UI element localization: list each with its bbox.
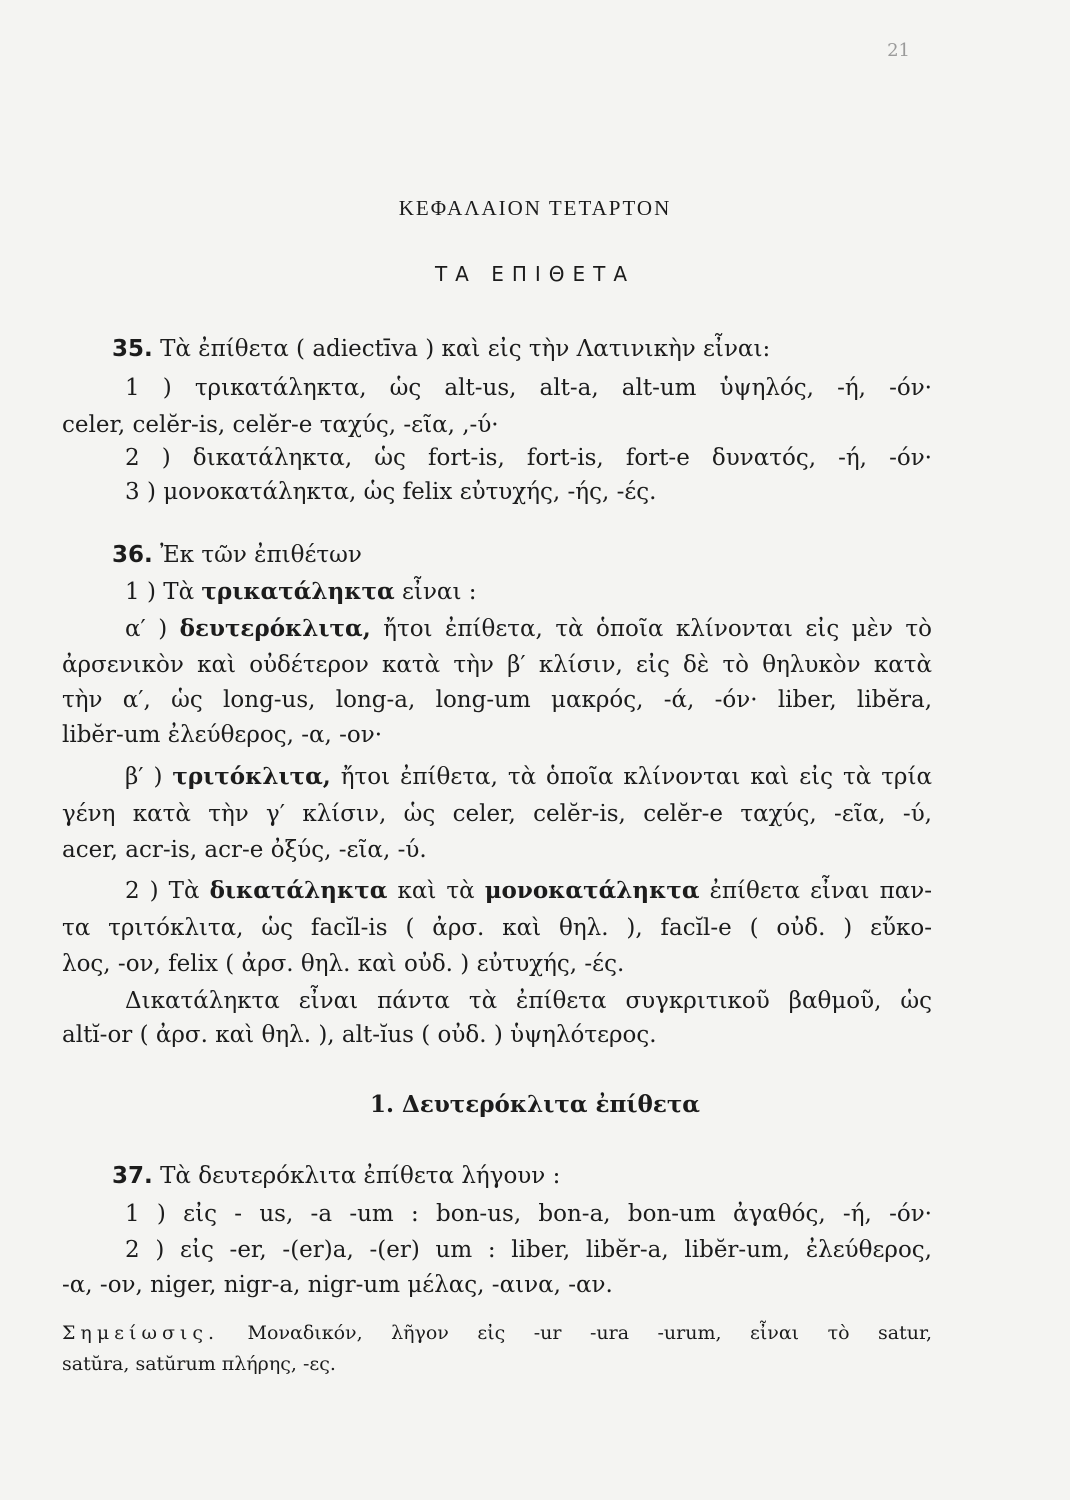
text-span: ἤτοι ἐπίθετα, τὰ ὁποῖα κλίνονται εἰς μὲν τὸ xyxy=(370,616,932,642)
section-36-a-line-1 xyxy=(125,614,932,644)
bold-term: μονοκατάληκτα xyxy=(484,877,700,904)
section-36-b-line-3: acer, acr-is, acr-e ὀξύς, -εῖα, -ύ. xyxy=(62,837,427,863)
section-36-a-line-2: ἀρσενικὸν καὶ οὐδέτερον κατὰ τὴν β′ κλίσιν, εἰς δὲ τὸ θηλυκὸν κατὰ xyxy=(62,652,932,678)
chapter-title: ΤΑ ΕΠΙΘΕΤΑ xyxy=(434,262,636,286)
section-number: 36. xyxy=(112,542,153,568)
text-span: ἐπίθετα εἶναι παν- xyxy=(699,878,932,904)
section-number: 37. xyxy=(112,1163,153,1189)
text-span: εἶναι : xyxy=(394,579,477,605)
section-37-intro xyxy=(112,1161,932,1191)
section-number: 35. xyxy=(112,336,153,362)
section-37-line-2: 2 ) εἰς -er, -(er)a, -(er) um : liber, libĕr-a, libĕr-um, ἐλεύθερος, xyxy=(125,1237,932,1263)
section-36-point-2-line-3: λος, -ον, felix ( ἀρσ. θηλ. καὶ οὐδ. ) εὐτυχής, -ές. xyxy=(62,951,625,977)
text-span: 1 ) Τὰ xyxy=(125,579,202,605)
section-35-line-4: 2 ) δικατάληκτα, ὡς fort-is, fort-is, fort-e δυνατός, -ή, -όν· xyxy=(125,445,932,471)
section-36-point-3-line-2: altĭ-or ( ἀρσ. καὶ θηλ. ), alt-ĭus ( οὐδ. ) ὑψηλότερος. xyxy=(62,1022,657,1048)
section-heading: 1. Δευτερόκλιτα ἐπίθετα xyxy=(369,1091,701,1118)
section-36-b-line-1 xyxy=(125,762,932,792)
section-35-line-5: 3 ) μονοκατάληκτα, ὡς felix εὐτυχής, -ής, -ές. xyxy=(125,479,657,505)
section-37-line-3: -α, -ον, niger, nigr-a, nigr-um μέλας, -αινα, -αν. xyxy=(62,1272,613,1298)
section-35-line-3: celer, celĕr-is, celĕr-e ταχύς, -εῖα, ,-ύ· xyxy=(62,412,499,438)
paragraph-text: Ἐκ τῶν ἐπιθέτων xyxy=(160,542,362,568)
bold-term: δευτερόκλιτα, xyxy=(179,615,371,642)
section-36-a-line-4: libĕr-um ἐλεύθερος, -α, -ον· xyxy=(62,722,383,748)
bold-term: τρικατάληκτα xyxy=(201,578,395,605)
bold-term: δικατάληκτα xyxy=(209,877,388,904)
text-span: α′ ) xyxy=(125,616,180,642)
section-35-intro xyxy=(112,334,932,364)
paragraph-text: Τὰ δευτερόκλιτα ἐπίθετα λήγουν : xyxy=(160,1163,561,1189)
section-37-line-1: 1 ) εἰς - us, -a -um : bon-us, bon-a, bon-um ἀγαθός, -ή, -όν· xyxy=(125,1201,932,1227)
text-span: καὶ τὰ xyxy=(387,878,485,904)
paragraph-text: Τὰ ἐπίθετα ( adiectīva ) καὶ εἰς τὴν Λατινικὴν εἶναι: xyxy=(160,336,771,362)
note-line-2: satŭra, satŭrum πλήρης, -ες. xyxy=(62,1353,336,1375)
bold-term: τριτόκλιτα, xyxy=(172,763,331,790)
text-span: β′ ) xyxy=(125,764,173,790)
text-span: 2 ) Τὰ xyxy=(125,878,210,904)
page-number: 21 xyxy=(887,40,910,61)
section-36-b-line-2: γένη κατὰ τὴν γ′ κλίσιν, ὡς celer, celĕr-is, celĕr-e ταχύς, -εῖα, -ύ, xyxy=(62,801,932,827)
section-36-point-3-line-1: Δικατάληκτα εἶναι πάντα τὰ ἐπίθετα συγκριτικοῦ βαθμοῦ, ὡς xyxy=(125,988,932,1014)
section-36-point-1 xyxy=(125,577,932,607)
section-36-intro xyxy=(112,540,932,570)
note-line-1 xyxy=(62,1320,932,1346)
note-label: Σημείωσις. xyxy=(62,1322,220,1344)
section-35-line-2: 1 ) τρικατάληκτα, ὡς alt-us, alt-a, alt-um ὑψηλός, -ή, -όν· xyxy=(125,375,932,401)
section-36-point-2-line-2: τα τριτόκλιτα, ὡς facĭl-is ( ἀρσ. καὶ θηλ. ), facĭl-e ( οὐδ. ) εὔκο- xyxy=(62,915,932,941)
note-text: Μοναδικόν, λῆγον εἰς -ur -ura -urum, εἶναι τὸ satur, xyxy=(247,1322,933,1344)
text-span: ἤτοι ἐπίθετα, τὰ ὁποῖα κλίνονται καὶ εἰς τὰ τρία xyxy=(330,764,933,790)
section-36-point-2-line-1 xyxy=(125,876,932,906)
chapter-label: ΚΕΦΑΛΑΙΟΝ ΤΕΤΑΡΤΟΝ xyxy=(398,196,672,220)
section-36-a-line-3: τὴν α′, ὡς long-us, long-a, long-um μακρός, -ά, -όν· liber, libĕra, xyxy=(62,687,932,713)
